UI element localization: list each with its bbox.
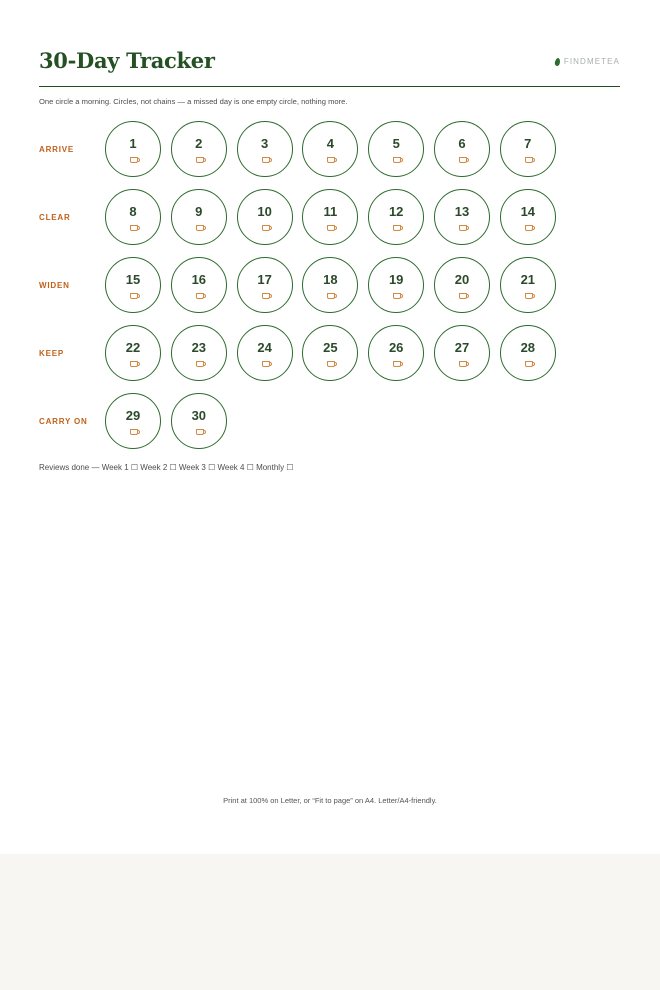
day-circle[interactable] [105, 393, 161, 449]
day-number: 18 [323, 272, 338, 287]
tea-cup-icon [262, 158, 270, 163]
day-number: 8 [129, 204, 137, 219]
day-circle[interactable] [171, 325, 227, 381]
tea-cup-icon [196, 226, 204, 231]
tea-cup-icon [196, 294, 204, 299]
day-circle[interactable] [302, 121, 358, 177]
day-number: 9 [195, 204, 203, 219]
tea-cup-icon [393, 294, 401, 299]
row-label: KEEP [39, 349, 64, 358]
row-label: WIDEN [39, 281, 70, 290]
day-number: 27 [454, 340, 470, 355]
brand-name: FINDMETEA [563, 57, 620, 66]
day-number: 29 [125, 408, 141, 423]
tea-cup-icon [130, 294, 138, 299]
day-number: 21 [520, 272, 536, 287]
tea-cup-icon [130, 430, 138, 435]
day-circle[interactable] [171, 121, 227, 177]
day-circle[interactable] [105, 257, 161, 313]
tea-cup-icon [525, 362, 533, 367]
day-number: 25 [323, 340, 338, 355]
row-label: CARRY ON [39, 417, 88, 426]
day-number: 2 [195, 136, 203, 151]
day-circle[interactable] [105, 325, 161, 381]
tea-cup-icon [196, 430, 204, 435]
day-number: 30 [191, 408, 207, 423]
tea-cup-icon [327, 226, 335, 231]
day-number: 13 [454, 204, 470, 219]
day-circle[interactable] [500, 257, 556, 313]
leaf-icon [554, 57, 561, 66]
day-circle[interactable] [171, 393, 227, 449]
tea-cup-icon [130, 226, 138, 231]
day-number: 20 [454, 272, 470, 287]
day-number: 14 [520, 204, 536, 219]
tea-cup-icon [196, 158, 204, 163]
tea-cup-icon [262, 294, 270, 299]
day-number: 22 [125, 340, 141, 355]
day-circle[interactable] [434, 121, 490, 177]
day-circle[interactable] [237, 121, 293, 177]
tea-cup-icon [130, 362, 138, 367]
brand [555, 57, 620, 66]
day-circle[interactable] [302, 325, 358, 381]
day-circle[interactable] [500, 189, 556, 245]
day-circle[interactable] [237, 189, 293, 245]
day-number: 5 [392, 136, 400, 151]
day-circle[interactable] [105, 189, 161, 245]
tea-cup-icon [459, 158, 467, 163]
day-number: 26 [388, 340, 404, 355]
day-number: 23 [191, 340, 207, 355]
week-row [39, 393, 620, 451]
tea-cup-icon [393, 362, 401, 367]
day-number: 12 [388, 204, 404, 219]
day-circle[interactable] [302, 257, 358, 313]
tea-cup-icon [130, 158, 138, 163]
row-label: ARRIVE [39, 145, 75, 154]
day-number: 4 [326, 136, 334, 151]
tea-cup-icon [525, 294, 533, 299]
day-number: 17 [257, 272, 272, 287]
tea-cup-icon [262, 362, 270, 367]
day-circle[interactable] [434, 325, 490, 381]
day-circle[interactable] [500, 121, 556, 177]
tea-cup-icon [327, 294, 335, 299]
reviews-checklist: Reviews done — Week 1 ☐ Week 2 ☐ Week 3 ☐ Week 4 ☐ Monthly ☐ [39, 463, 294, 472]
day-number: 3 [260, 136, 269, 151]
day-circle[interactable] [368, 325, 424, 381]
row-label: CLEAR [39, 213, 71, 222]
day-circle[interactable] [237, 325, 293, 381]
day-number: 24 [257, 340, 272, 355]
day-circle[interactable] [368, 121, 424, 177]
day-circle[interactable] [434, 189, 490, 245]
day-number: 1 [129, 136, 137, 151]
tea-cup-icon [327, 362, 335, 367]
day-number: 10 [257, 204, 272, 219]
print-note: Print at 100% on Letter, or “Fit to page” on A4. Letter/A4-friendly. [223, 796, 437, 805]
tea-cup-icon [459, 226, 467, 231]
day-circle[interactable] [500, 325, 556, 381]
day-number: 28 [520, 340, 536, 355]
tea-cup-icon [393, 226, 401, 231]
day-circle[interactable] [368, 189, 424, 245]
day-circle[interactable] [237, 257, 293, 313]
day-number: 15 [125, 272, 141, 287]
day-circle[interactable] [368, 257, 424, 313]
week-row [39, 121, 620, 179]
day-circle[interactable] [171, 257, 227, 313]
day-number: 16 [191, 272, 207, 287]
tea-cup-icon [525, 158, 533, 163]
week-row [39, 325, 620, 383]
day-number: 19 [388, 272, 404, 287]
page-header [39, 44, 620, 87]
day-circle[interactable] [302, 189, 358, 245]
week-row [39, 189, 620, 247]
day-number: 7 [524, 136, 532, 151]
tea-cup-icon [459, 294, 467, 299]
tea-cup-icon [459, 362, 467, 367]
day-number: 11 [323, 204, 338, 219]
tea-cup-icon [262, 226, 270, 231]
day-number: 6 [458, 136, 466, 151]
tea-cup-icon [393, 158, 401, 163]
page-subtitle: One circle a morning. Circles, not chains — a missed day is one empty circle, nothing more. [39, 97, 348, 106]
week-row [39, 257, 620, 315]
day-circle[interactable] [105, 121, 161, 177]
tea-cup-icon [327, 158, 335, 163]
tea-cup-icon [525, 226, 533, 231]
page-title: 30-Day Tracker [39, 48, 215, 73]
tea-cup-icon [196, 362, 204, 367]
day-circle[interactable] [171, 189, 227, 245]
day-circle[interactable] [434, 257, 490, 313]
